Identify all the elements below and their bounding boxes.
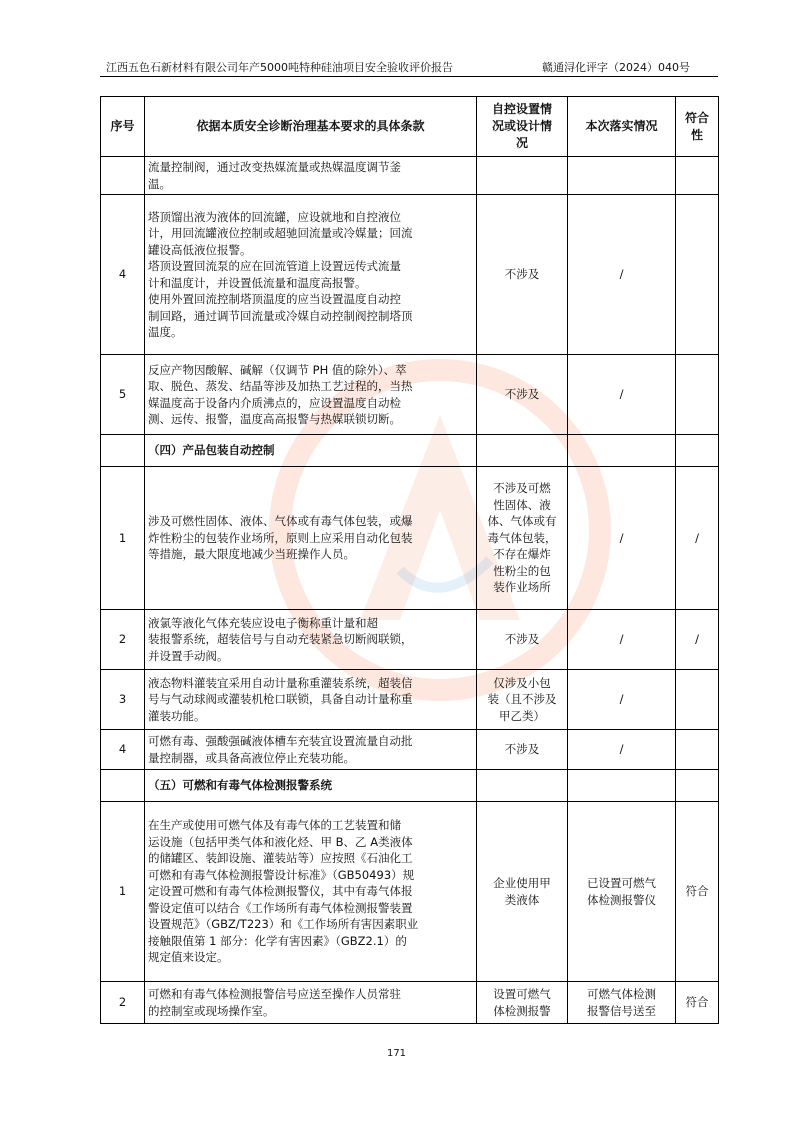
header-design	[477, 97, 568, 157]
header-impl: 本次落实情况	[568, 97, 676, 157]
clause-cell	[145, 355, 477, 435]
impl-cell	[568, 802, 676, 982]
clause-cell-line: 号与气动球阀或灌装机枪口联锁，具备自动计量称重	[148, 692, 413, 707]
header-report-number: 赣通浔化评字（2024）040号	[542, 61, 690, 74]
table-row	[101, 730, 719, 770]
impl-cell-line: /	[619, 387, 624, 402]
header-conform-line: 符合	[684, 110, 709, 125]
design-cell-line: 不涉及	[504, 632, 540, 647]
header-design-line: 自控设置情	[491, 102, 552, 116]
header-conform-line: 性	[690, 127, 703, 142]
design-cell-line: 企业使用甲	[493, 876, 551, 890]
clause-cell	[145, 802, 477, 982]
design-cell-line: 不涉及	[504, 267, 540, 282]
clause-cell-line: 计和温度计，并设置低流量和温度高报警。	[148, 275, 367, 290]
design-cell-line: 装作业场所	[493, 580, 551, 595]
section-title: （五）可燃和有毒气体检测报警系统	[145, 770, 477, 802]
seq-cell	[101, 770, 145, 802]
seq-cell: 2	[101, 982, 145, 1024]
header-seq: 序号	[101, 97, 145, 157]
table-row	[101, 157, 719, 195]
impl-cell	[568, 610, 676, 670]
clause-cell-line: 设置规范》（GBZ/T223）和《工作场所有害因素职业	[148, 917, 419, 932]
seq-cell: 1	[101, 467, 145, 610]
conform-cell	[676, 802, 719, 982]
seq-cell: 1	[101, 802, 145, 982]
clause-cell-line: 温。	[148, 176, 171, 191]
impl-cell-line: /	[619, 632, 624, 647]
design-cell-line: 不涉及可燃	[493, 481, 551, 496]
conform-cell-line: /	[695, 530, 699, 545]
design-cell-line: 不涉及	[504, 742, 540, 757]
clause-cell-line: 运设施（包括甲类气体和液化烃、甲 B、乙 A类液体	[148, 834, 413, 849]
clause-cell	[145, 730, 477, 770]
design-cell-line: 性粉尘的包	[493, 563, 551, 578]
design-cell	[477, 195, 568, 355]
conform-cell	[676, 670, 719, 730]
design-cell	[477, 610, 568, 670]
clause-cell-line: 装报警系统，超装信号与自动充装紧急切断阀联锁，	[148, 632, 413, 647]
clause-cell-line: 规定值来设定。	[148, 950, 229, 965]
clause-cell-line: 可燃有毒、强酸强碱液体槽车充装宜设置流量自动批	[148, 734, 413, 748]
clause-cell	[145, 195, 477, 355]
clause-cell-line: 炸性粉尘的包装作业场所，原则上应采用自动化包装	[148, 530, 413, 545]
table-row	[101, 670, 719, 730]
impl-cell-line: 可燃气体检测	[587, 987, 656, 1001]
design-cell	[477, 157, 568, 195]
page-header	[100, 62, 718, 77]
seq-cell	[101, 435, 145, 467]
header-clause: 依据本质安全诊断治理基本要求的具体条款	[145, 97, 477, 157]
table-header-row	[101, 97, 719, 157]
impl-cell-line: /	[619, 530, 624, 545]
table-row	[101, 195, 719, 355]
clause-cell-line: 液氯等液化气体充装应设电子衡称重计量和超	[148, 615, 378, 630]
clause-cell-line: 液态物料灌装宜采用自动计量称重灌装系统，超装信	[148, 675, 413, 690]
conform-cell	[676, 157, 719, 195]
clause-cell-line: 警设定值可以结合《工作场所有毒气体检测报警装置	[148, 900, 413, 915]
impl-cell-line: /	[619, 742, 624, 757]
clause-cell-line: 灌装功能。	[148, 708, 206, 723]
design-cell	[477, 982, 568, 1024]
clause-cell-line: 接触限值第 1 部分：化学有害因素》（GBZ2.1）的	[148, 933, 407, 948]
design-cell	[477, 802, 568, 982]
design-cell-line: 不存在爆炸	[493, 547, 551, 562]
design-cell	[477, 670, 568, 730]
table-row	[101, 355, 719, 435]
impl-cell-line: 已设置可燃气	[587, 876, 656, 890]
table-body	[101, 157, 719, 1024]
clause-cell-line: 可燃和有毒气体检测报警信号应送至操作人员常驻	[148, 987, 401, 1001]
conform-cell	[676, 982, 719, 1024]
clause-cell-line: 在生产或使用可燃气体及有毒气体的工艺装置和储	[148, 818, 401, 833]
impl-cell	[568, 467, 676, 610]
design-cell-line: 装（且不涉及	[487, 692, 557, 707]
section-title: （四）产品包装自动控制	[145, 435, 477, 467]
clause-cell-line: 量控制器，或具备高液位停止充装功能。	[148, 750, 355, 765]
clause-cell-line: 的控制室或现场操作室。	[148, 1003, 275, 1018]
header-report-title: 江西五色石新材料有限公司年产5000吨特种硅油项目安全验收评价报告	[106, 61, 453, 74]
design-cell-line: 设置可燃气	[493, 987, 551, 1001]
table-row	[101, 802, 719, 982]
section-row	[101, 435, 719, 467]
conform-cell-line: 符合	[685, 884, 709, 899]
clause-cell-line: 温度。	[148, 325, 183, 339]
header-conform	[676, 97, 719, 157]
clause-cell	[145, 610, 477, 670]
clause-cell-line: 塔顶设置回流泵的应在回流管道上设置远传式流量	[148, 259, 401, 273]
clause-cell-line: 媒温度高于设备内介质沸点的，应设置温度自动检	[148, 395, 401, 410]
seq-cell: 3	[101, 670, 145, 730]
table-row	[101, 982, 719, 1024]
diagnosis-table	[100, 96, 719, 1024]
table-row	[101, 610, 719, 670]
impl-cell-line: 体检测报警仪	[587, 892, 656, 907]
seq-cell: 4	[101, 730, 145, 770]
design-cell-line: 仅涉及小包	[493, 675, 551, 690]
section-row	[101, 770, 719, 802]
clause-cell-line: 塔顶馏出液为液体的回流罐，应设就地和自控液位	[148, 209, 401, 224]
conform-cell-line: /	[695, 632, 699, 647]
impl-cell	[568, 195, 676, 355]
conform-cell	[676, 730, 719, 770]
impl-cell-line: /	[619, 267, 624, 282]
impl-cell	[568, 157, 676, 195]
clause-cell	[145, 982, 477, 1024]
clause-cell-line: 定设置可燃和有毒气体检测报警仪，其中有毒气体报	[148, 884, 413, 899]
clause-cell	[145, 467, 477, 610]
page-number: 171	[386, 1048, 407, 1059]
impl-cell	[568, 670, 676, 730]
design-cell	[477, 355, 568, 435]
clause-cell-line: 使用外置回流控制塔顶温度的应当设置温度自动控	[148, 292, 401, 306]
empty-cell	[568, 435, 676, 467]
empty-cell	[676, 435, 719, 467]
empty-cell	[676, 770, 719, 802]
clause-cell-line: 的储罐区、装卸设施、灌装站等）应按照《石油化工	[148, 851, 413, 866]
clause-cell-line: 计，用回流罐液位控制或超驰回流量或冷媒量；回流	[148, 226, 413, 240]
seq-cell	[101, 157, 145, 195]
clause-cell-line: 可燃和有毒气体检测报警设计标准》（GB50493）规	[148, 867, 415, 882]
impl-cell-line: 报警信号送至	[587, 1003, 656, 1018]
clause-cell-line: 罐设高低液位报警。	[148, 242, 252, 257]
table-row	[101, 467, 719, 610]
design-cell-line: 体检测报警	[493, 1003, 551, 1018]
seq-cell: 4	[101, 195, 145, 355]
impl-cell	[568, 982, 676, 1024]
design-cell-line: 体、气体或有	[487, 514, 557, 529]
clause-cell	[145, 670, 477, 730]
conform-cell	[676, 610, 719, 670]
clause-cell	[145, 157, 477, 195]
clause-cell-line: 等措施，最大限度地减少当班操作人员。	[148, 547, 355, 562]
conform-cell	[676, 467, 719, 610]
design-cell-line: 不涉及	[504, 387, 540, 402]
clause-cell-line: 流量控制阀，通过改变热媒流量或热媒温度调节釜	[148, 160, 401, 174]
clause-cell-line: 并设置手动阀。	[148, 648, 229, 663]
seq-cell: 5	[101, 355, 145, 435]
design-cell-line: 毒气体包装，	[487, 530, 557, 545]
design-cell-line: 性固体、液	[493, 497, 551, 512]
clause-cell-line: 涉及可燃性固体、液体、气体或有毒气体包装，或爆	[148, 514, 413, 529]
conform-cell	[676, 195, 719, 355]
impl-cell	[568, 730, 676, 770]
header-design-line: 况	[515, 136, 528, 150]
conform-cell-line: 符合	[685, 995, 709, 1010]
clause-cell-line: 反应产物因酸解、碱解（仅调节 PH 值的除外）、萃	[148, 362, 407, 377]
impl-cell-line: /	[619, 692, 624, 707]
clause-cell-line: 制回路，通过调节回流量或冷媒自动控制阀控制塔顶	[148, 308, 413, 323]
design-cell	[477, 730, 568, 770]
clause-cell-line: 取、脱色、蒸发、结晶等涉及加热工艺过程的，当热	[148, 379, 413, 393]
empty-cell	[477, 435, 568, 467]
design-cell-line: 类液体	[504, 892, 540, 907]
empty-cell	[568, 770, 676, 802]
impl-cell	[568, 355, 676, 435]
seq-cell: 2	[101, 610, 145, 670]
design-cell	[477, 467, 568, 610]
conform-cell	[676, 355, 719, 435]
header-design-line: 况或设计情	[491, 119, 552, 133]
empty-cell	[477, 770, 568, 802]
design-cell-line: 甲乙类）	[499, 708, 545, 723]
clause-cell-line: 测、远传、报警，温度高高报警与热媒联锁切断。	[148, 412, 401, 426]
